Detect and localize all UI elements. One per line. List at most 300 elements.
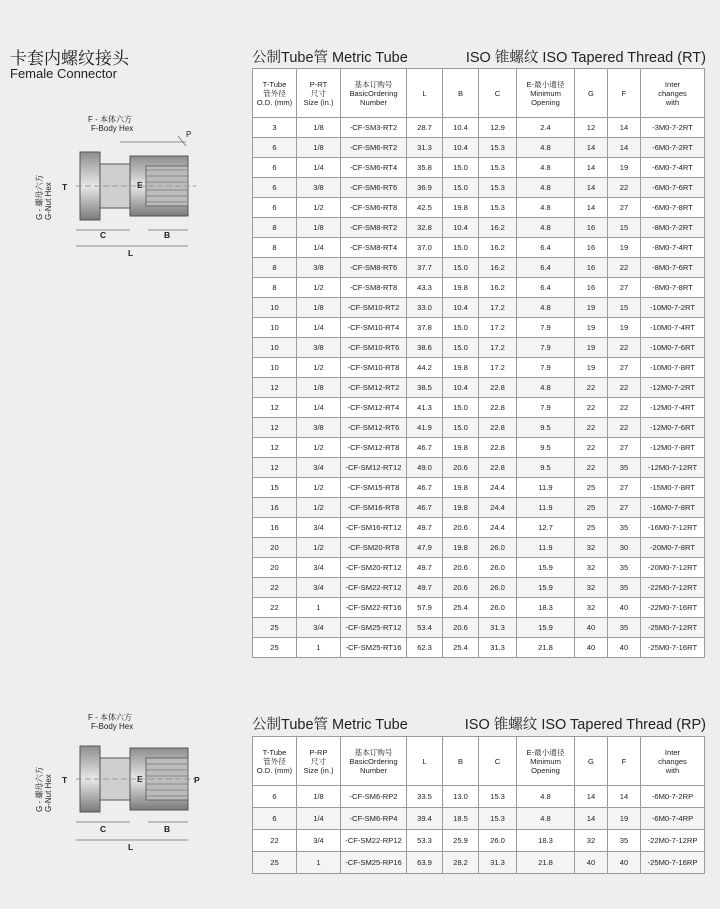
table-cell: 22.8 xyxy=(479,378,517,398)
table-cell: 20.6 xyxy=(443,518,479,538)
table-cell: 4.8 xyxy=(517,218,575,238)
table-cell: 3/8 xyxy=(297,178,341,198)
table-cell: 25 xyxy=(253,618,297,638)
table-cell: 1/8 xyxy=(297,298,341,318)
table-cell: 25 xyxy=(575,498,608,518)
table-row xyxy=(253,278,705,298)
table-cell: 19 xyxy=(608,318,641,338)
table-cell: -22M0-7-12RT xyxy=(641,578,705,598)
col-f: F xyxy=(608,69,641,118)
table-cell: 12 xyxy=(253,438,297,458)
f-body-hex-label-en: F-Body Hex xyxy=(91,124,134,133)
table-cell: -8M0-7-4RT xyxy=(641,238,705,258)
table-cell: 35 xyxy=(608,578,641,598)
table-cell: 11.9 xyxy=(517,498,575,518)
table-cell: 3/4 xyxy=(297,618,341,638)
table-cell: 14 xyxy=(575,178,608,198)
table-cell: 6 xyxy=(253,786,297,808)
table-cell: -CF-SM20-RT8 xyxy=(341,538,407,558)
table-cell: 12.7 xyxy=(517,518,575,538)
table-cell: 25 xyxy=(253,638,297,658)
table-cell: 21.8 xyxy=(517,852,575,874)
table-cell: -12M0-7-4RT xyxy=(641,398,705,418)
table-cell: 7.9 xyxy=(517,338,575,358)
table-cell: -CF-SM12-RT6 xyxy=(341,418,407,438)
table-row xyxy=(253,178,705,198)
table-cell: 28.2 xyxy=(443,852,479,874)
table-cell: 3/8 xyxy=(297,338,341,358)
table-cell: 19.8 xyxy=(443,538,479,558)
table-cell: 25.4 xyxy=(443,598,479,618)
table-cell: -22M0-7-16RT xyxy=(641,598,705,618)
product-title-en: Female Connector xyxy=(10,66,117,81)
table-cell: -CF-SM10-RT6 xyxy=(341,338,407,358)
table-cell: 22 xyxy=(253,830,297,852)
table-cell: 16.2 xyxy=(479,218,517,238)
table-cell: 30 xyxy=(608,538,641,558)
table-row xyxy=(253,398,705,418)
table-cell: 22 xyxy=(608,338,641,358)
table-cell: 22 xyxy=(608,258,641,278)
table-cell: 20.6 xyxy=(443,578,479,598)
table-cell: 53.3 xyxy=(407,830,443,852)
table-cell: 6.4 xyxy=(517,278,575,298)
table-cell: 14 xyxy=(575,158,608,178)
p-dim-label: P xyxy=(186,130,192,139)
table-cell: -6M0-7-4RT xyxy=(641,158,705,178)
table-cell: 6.4 xyxy=(517,258,575,278)
rp-spec-table xyxy=(252,736,705,874)
table-cell: 19.8 xyxy=(443,358,479,378)
table-cell: 19 xyxy=(575,318,608,338)
col-tube-od: T-Tube 管外径 O.D. (mm) xyxy=(253,69,297,118)
col-tube-od-2: T-Tube 管外径 O.D. (mm) xyxy=(253,737,297,786)
col-ordering: 基本订购号 BasicOrdering Number xyxy=(341,69,407,118)
table-cell: 1/2 xyxy=(297,478,341,498)
table-cell: 4.8 xyxy=(517,298,575,318)
table-cell: -8M0-7-6RT xyxy=(641,258,705,278)
table-cell: 1/8 xyxy=(297,786,341,808)
table-row xyxy=(253,638,705,658)
table-cell: -15M0-7-8RT xyxy=(641,478,705,498)
table-cell: 20 xyxy=(253,538,297,558)
table-cell: 19 xyxy=(575,358,608,378)
table-cell: -10M0-7-2RT xyxy=(641,298,705,318)
table-cell: 22 xyxy=(608,398,641,418)
table-cell: -CF-SM8-RT4 xyxy=(341,238,407,258)
table-cell: 28.7 xyxy=(407,118,443,138)
table-cell: -10M0-7-4RT xyxy=(641,318,705,338)
table-cell: 44.2 xyxy=(407,358,443,378)
table-cell: -CF-SM8-RT8 xyxy=(341,278,407,298)
table-cell: 47.9 xyxy=(407,538,443,558)
table-cell: 20.6 xyxy=(443,618,479,638)
table-cell: 22 xyxy=(608,418,641,438)
table-cell: 43.3 xyxy=(407,278,443,298)
table-cell: 15.0 xyxy=(443,338,479,358)
table-cell: 32 xyxy=(575,578,608,598)
table-cell: 25.9 xyxy=(443,830,479,852)
table-cell: 19.8 xyxy=(443,278,479,298)
table-cell: -CF-SM6-RP2 xyxy=(341,786,407,808)
table-cell: 49.7 xyxy=(407,518,443,538)
table-cell: 14 xyxy=(575,138,608,158)
col-c-2: C xyxy=(479,737,517,786)
table-cell: 26.0 xyxy=(479,578,517,598)
table-cell: 35 xyxy=(608,458,641,478)
rp-heading-left: 公制Tube管 Metric Tube xyxy=(252,717,408,733)
col-e-2: E-最小通径 Minimum Opening xyxy=(517,737,575,786)
table-cell: 1/4 xyxy=(297,238,341,258)
table-cell: 22 xyxy=(608,178,641,198)
col-ordering-2: 基本订购号 BasicOrdering Number xyxy=(341,737,407,786)
col-g-2: G xyxy=(575,737,608,786)
table-cell: 24.4 xyxy=(479,498,517,518)
table-cell: 19.8 xyxy=(443,198,479,218)
table-cell: 26.0 xyxy=(479,538,517,558)
table-cell: 26.0 xyxy=(479,558,517,578)
table-row xyxy=(253,830,705,852)
table-cell: 16 xyxy=(253,518,297,538)
table-cell: 17.2 xyxy=(479,338,517,358)
table-cell: -20M0-7-12RT xyxy=(641,558,705,578)
table-cell: -6M0-7-6RT xyxy=(641,178,705,198)
table-cell: 37.7 xyxy=(407,258,443,278)
col-f-2: F xyxy=(608,737,641,786)
table-cell: 18.3 xyxy=(517,830,575,852)
table-cell: 35.8 xyxy=(407,158,443,178)
table-cell: -CF-SM15-RT8 xyxy=(341,478,407,498)
table-cell: 20.6 xyxy=(443,558,479,578)
table-cell: 33.0 xyxy=(407,298,443,318)
table-cell: 27 xyxy=(608,278,641,298)
table-cell: 8 xyxy=(253,218,297,238)
table-cell: 6 xyxy=(253,808,297,830)
table-cell: 33.5 xyxy=(407,786,443,808)
table-cell: 39.4 xyxy=(407,808,443,830)
table-cell: 14 xyxy=(608,786,641,808)
table-cell: 3/4 xyxy=(297,518,341,538)
table-cell: 31.3 xyxy=(479,618,517,638)
table-cell: 13.0 xyxy=(443,786,479,808)
table-cell: 38.6 xyxy=(407,338,443,358)
table-cell: 4.8 xyxy=(517,138,575,158)
fitting-diagram-rp xyxy=(36,712,206,862)
table-cell: 3/8 xyxy=(297,258,341,278)
table-cell: 4.8 xyxy=(517,158,575,178)
table-cell: -10M0-7-8RT xyxy=(641,358,705,378)
table-cell: 1 xyxy=(297,598,341,618)
table-cell: -CF-SM6-RT2 xyxy=(341,138,407,158)
rp-table-body xyxy=(253,786,705,874)
table-cell: -25M0-7-16RP xyxy=(641,852,705,874)
table-cell: -CF-SM25-RT12 xyxy=(341,618,407,638)
table-cell: 11.9 xyxy=(517,538,575,558)
table-cell: 8 xyxy=(253,258,297,278)
table-cell: 19 xyxy=(608,808,641,830)
table-cell: 40 xyxy=(608,598,641,618)
table-cell: 15.3 xyxy=(479,198,517,218)
table-cell: -22M0-7-12RP xyxy=(641,830,705,852)
table-cell: 1/4 xyxy=(297,398,341,418)
table-cell: 15.9 xyxy=(517,578,575,598)
table-cell: -CF-SM8-RT2 xyxy=(341,218,407,238)
table-cell: 22.8 xyxy=(479,398,517,418)
table-cell: 27 xyxy=(608,498,641,518)
table-cell: 22 xyxy=(575,458,608,478)
table-cell: 62.3 xyxy=(407,638,443,658)
table-cell: 2.4 xyxy=(517,118,575,138)
table-cell: -3M0-7-2RT xyxy=(641,118,705,138)
rt-heading-right: ISO 锥螺纹 ISO Tapered Thread (RT) xyxy=(465,50,706,66)
table-cell: 27 xyxy=(608,198,641,218)
b-dim-label: B xyxy=(164,230,171,240)
table-cell: 20 xyxy=(253,558,297,578)
table-cell: 10 xyxy=(253,298,297,318)
col-l-2: L xyxy=(407,737,443,786)
table-cell: 7.9 xyxy=(517,398,575,418)
table-cell: 12 xyxy=(253,458,297,478)
table-cell: 10.4 xyxy=(443,378,479,398)
g-nut-hex-label-en: G-Nut Hex xyxy=(44,182,53,220)
table-row xyxy=(253,558,705,578)
table-cell: -CF-SM10-RT4 xyxy=(341,318,407,338)
table-cell: -16M0-7-12RT xyxy=(641,518,705,538)
table-cell: 14 xyxy=(608,138,641,158)
table-row xyxy=(253,338,705,358)
table-cell: 16.2 xyxy=(479,238,517,258)
rt-heading-left: 公制Tube管 Metric Tube xyxy=(252,50,408,66)
table-cell: -CF-SM12-RT4 xyxy=(341,398,407,418)
table-row xyxy=(253,318,705,338)
table-row xyxy=(253,786,705,808)
table-cell: 1/4 xyxy=(297,808,341,830)
col-c: C xyxy=(479,69,517,118)
table-cell: 15.9 xyxy=(517,558,575,578)
table-cell: 49.7 xyxy=(407,578,443,598)
table-row xyxy=(253,158,705,178)
table-cell: 22.8 xyxy=(479,438,517,458)
table-cell: -CF-SM22-RP12 xyxy=(341,830,407,852)
table-cell: -CF-SM25-RP16 xyxy=(341,852,407,874)
table-cell: 20.6 xyxy=(443,458,479,478)
table-cell: 10 xyxy=(253,318,297,338)
table-cell: 8 xyxy=(253,278,297,298)
table-cell: 35 xyxy=(608,830,641,852)
table-cell: 15.3 xyxy=(479,158,517,178)
table-cell: -12M0-7-12RT xyxy=(641,458,705,478)
table-cell: 4.8 xyxy=(517,786,575,808)
table-cell: -CF-SM25-RT16 xyxy=(341,638,407,658)
table-cell: 1/8 xyxy=(297,378,341,398)
col-b-2: B xyxy=(443,737,479,786)
table-row xyxy=(253,458,705,478)
table-cell: 6 xyxy=(253,158,297,178)
l-dim-label-2: L xyxy=(128,842,134,852)
table-cell: -25M0-7-12RT xyxy=(641,618,705,638)
table-cell: 40 xyxy=(608,852,641,874)
table-row xyxy=(253,852,705,874)
table-cell: 15.9 xyxy=(517,618,575,638)
table-cell: 16 xyxy=(575,238,608,258)
table-cell: 27 xyxy=(608,478,641,498)
table-cell: 1/8 xyxy=(297,138,341,158)
table-cell: 22.8 xyxy=(479,458,517,478)
table-cell: 25 xyxy=(575,518,608,538)
table-cell: -CF-SM6-RP4 xyxy=(341,808,407,830)
table-cell: 9.5 xyxy=(517,438,575,458)
table-cell: -CF-SM20-RT12 xyxy=(341,558,407,578)
table-cell: 14 xyxy=(608,118,641,138)
table-cell: 27 xyxy=(608,358,641,378)
table-cell: 53.4 xyxy=(407,618,443,638)
table-cell: 49.7 xyxy=(407,558,443,578)
table-cell: 1/2 xyxy=(297,498,341,518)
table-row xyxy=(253,258,705,278)
col-p-size-2: P-RP 尺寸 Size (in.) xyxy=(297,737,341,786)
g-nut-hex-label-en-2: G-Nut Hex xyxy=(44,774,53,812)
table-cell: 31.3 xyxy=(479,638,517,658)
table-cell: 18.5 xyxy=(443,808,479,830)
table-cell: 12 xyxy=(253,378,297,398)
table-cell: 25 xyxy=(253,852,297,874)
table-cell: -12M0-7-8RT xyxy=(641,438,705,458)
table-cell: 7.9 xyxy=(517,358,575,378)
table-cell: 19.8 xyxy=(443,478,479,498)
table-cell: 22 xyxy=(575,438,608,458)
table-cell: 40 xyxy=(608,638,641,658)
table-cell: 15.0 xyxy=(443,318,479,338)
rt-spec-table xyxy=(252,68,705,658)
table-row xyxy=(253,298,705,318)
e-dim-label-2: E xyxy=(137,774,143,784)
table-cell: 32 xyxy=(575,598,608,618)
table-cell: -CF-SM6-RT6 xyxy=(341,178,407,198)
table-cell: 19 xyxy=(608,238,641,258)
table-cell: 46.7 xyxy=(407,438,443,458)
table-cell: -CF-SM8-RT6 xyxy=(341,258,407,278)
table-cell: -12M0-7-6RT xyxy=(641,418,705,438)
table-cell: -CF-SM6-RT8 xyxy=(341,198,407,218)
table-cell: 22 xyxy=(608,378,641,398)
table-cell: 35 xyxy=(608,618,641,638)
table-cell: 22 xyxy=(253,598,297,618)
table-cell: 25.4 xyxy=(443,638,479,658)
t-dim-label: T xyxy=(62,182,68,192)
table-row xyxy=(253,618,705,638)
table-cell: 1 xyxy=(297,638,341,658)
fitting-diagram-rt xyxy=(36,112,206,262)
table-cell: 14 xyxy=(575,786,608,808)
table-cell: 37.8 xyxy=(407,318,443,338)
table-cell: 36.9 xyxy=(407,178,443,198)
f-body-hex-label-cn-2: F - 本体六方 xyxy=(88,713,132,722)
table-cell: 15.3 xyxy=(479,786,517,808)
l-dim-label: L xyxy=(128,248,134,258)
table-cell: 15 xyxy=(608,298,641,318)
table-cell: -CF-SM10-RT8 xyxy=(341,358,407,378)
table-cell: 1/8 xyxy=(297,218,341,238)
table-cell: -8M0-7-2RT xyxy=(641,218,705,238)
table-cell: 32 xyxy=(575,538,608,558)
table-cell: -25M0-7-16RT xyxy=(641,638,705,658)
table-cell: -CF-SM10-RT2 xyxy=(341,298,407,318)
table-cell: 19 xyxy=(575,298,608,318)
table-cell: -CF-SM22-RT16 xyxy=(341,598,407,618)
c-dim-label-2: C xyxy=(100,824,107,834)
rt-table-body xyxy=(253,118,705,658)
table-cell: 42.5 xyxy=(407,198,443,218)
table-cell: 10.4 xyxy=(443,118,479,138)
table-cell: 6 xyxy=(253,138,297,158)
table-cell: 26.0 xyxy=(479,830,517,852)
table-cell: -6M0-7-4RP xyxy=(641,808,705,830)
table-cell: 1/2 xyxy=(297,438,341,458)
table-cell: 10.4 xyxy=(443,138,479,158)
table-cell: 21.8 xyxy=(517,638,575,658)
table-cell: 3/4 xyxy=(297,830,341,852)
table-cell: 17.2 xyxy=(479,298,517,318)
table-cell: -20M0-7-8RT xyxy=(641,538,705,558)
table-cell: -CF-SM16-RT8 xyxy=(341,498,407,518)
table-cell: 1/4 xyxy=(297,158,341,178)
table-cell: 15.0 xyxy=(443,158,479,178)
table-cell: -16M0-7-8RT xyxy=(641,498,705,518)
table-cell: -10M0-7-6RT xyxy=(641,338,705,358)
table-cell: 10.4 xyxy=(443,298,479,318)
table-row xyxy=(253,138,705,158)
table-cell: -CF-SM3-RT2 xyxy=(341,118,407,138)
table-cell: 15.3 xyxy=(479,808,517,830)
table-cell: 9.5 xyxy=(517,458,575,478)
table-cell: 15.3 xyxy=(479,138,517,158)
table-row xyxy=(253,598,705,618)
g-nut-hex-label-cn: G - 螺母六方 xyxy=(35,174,44,220)
table-cell: 1 xyxy=(297,852,341,874)
table-cell: -CF-SM12-RT8 xyxy=(341,438,407,458)
table-cell: 37.0 xyxy=(407,238,443,258)
table-cell: 12 xyxy=(253,398,297,418)
b-dim-label-2: B xyxy=(164,824,171,834)
table-cell: 46.7 xyxy=(407,498,443,518)
table-row xyxy=(253,358,705,378)
col-p-size: P-RT 尺寸 Size (in.) xyxy=(297,69,341,118)
table-cell: 4.8 xyxy=(517,808,575,830)
table-cell: -6M0-7-8RT xyxy=(641,198,705,218)
table-cell: 12 xyxy=(253,418,297,438)
table-cell: 14 xyxy=(575,808,608,830)
col-l: L xyxy=(407,69,443,118)
table-cell: 12.9 xyxy=(479,118,517,138)
table-cell: 1/2 xyxy=(297,358,341,378)
table-cell: 32.8 xyxy=(407,218,443,238)
table-cell: -12M0-7-2RT xyxy=(641,378,705,398)
table-cell: 31.3 xyxy=(407,138,443,158)
col-e: E-最小通径 Minimum Opening xyxy=(517,69,575,118)
table-cell: 1/2 xyxy=(297,198,341,218)
e-dim-label: E xyxy=(137,180,143,190)
table-cell: 10 xyxy=(253,358,297,378)
table-cell: 6 xyxy=(253,178,297,198)
t-dim-label-2: T xyxy=(62,775,68,785)
rp-heading-right: ISO 锥螺纹 ISO Tapered Thread (RP) xyxy=(464,717,706,733)
table-cell: 35 xyxy=(608,518,641,538)
table-cell: 15.0 xyxy=(443,398,479,418)
table-cell: 31.3 xyxy=(479,852,517,874)
table-cell: 35 xyxy=(608,558,641,578)
table-cell: 16 xyxy=(575,258,608,278)
table-row xyxy=(253,478,705,498)
